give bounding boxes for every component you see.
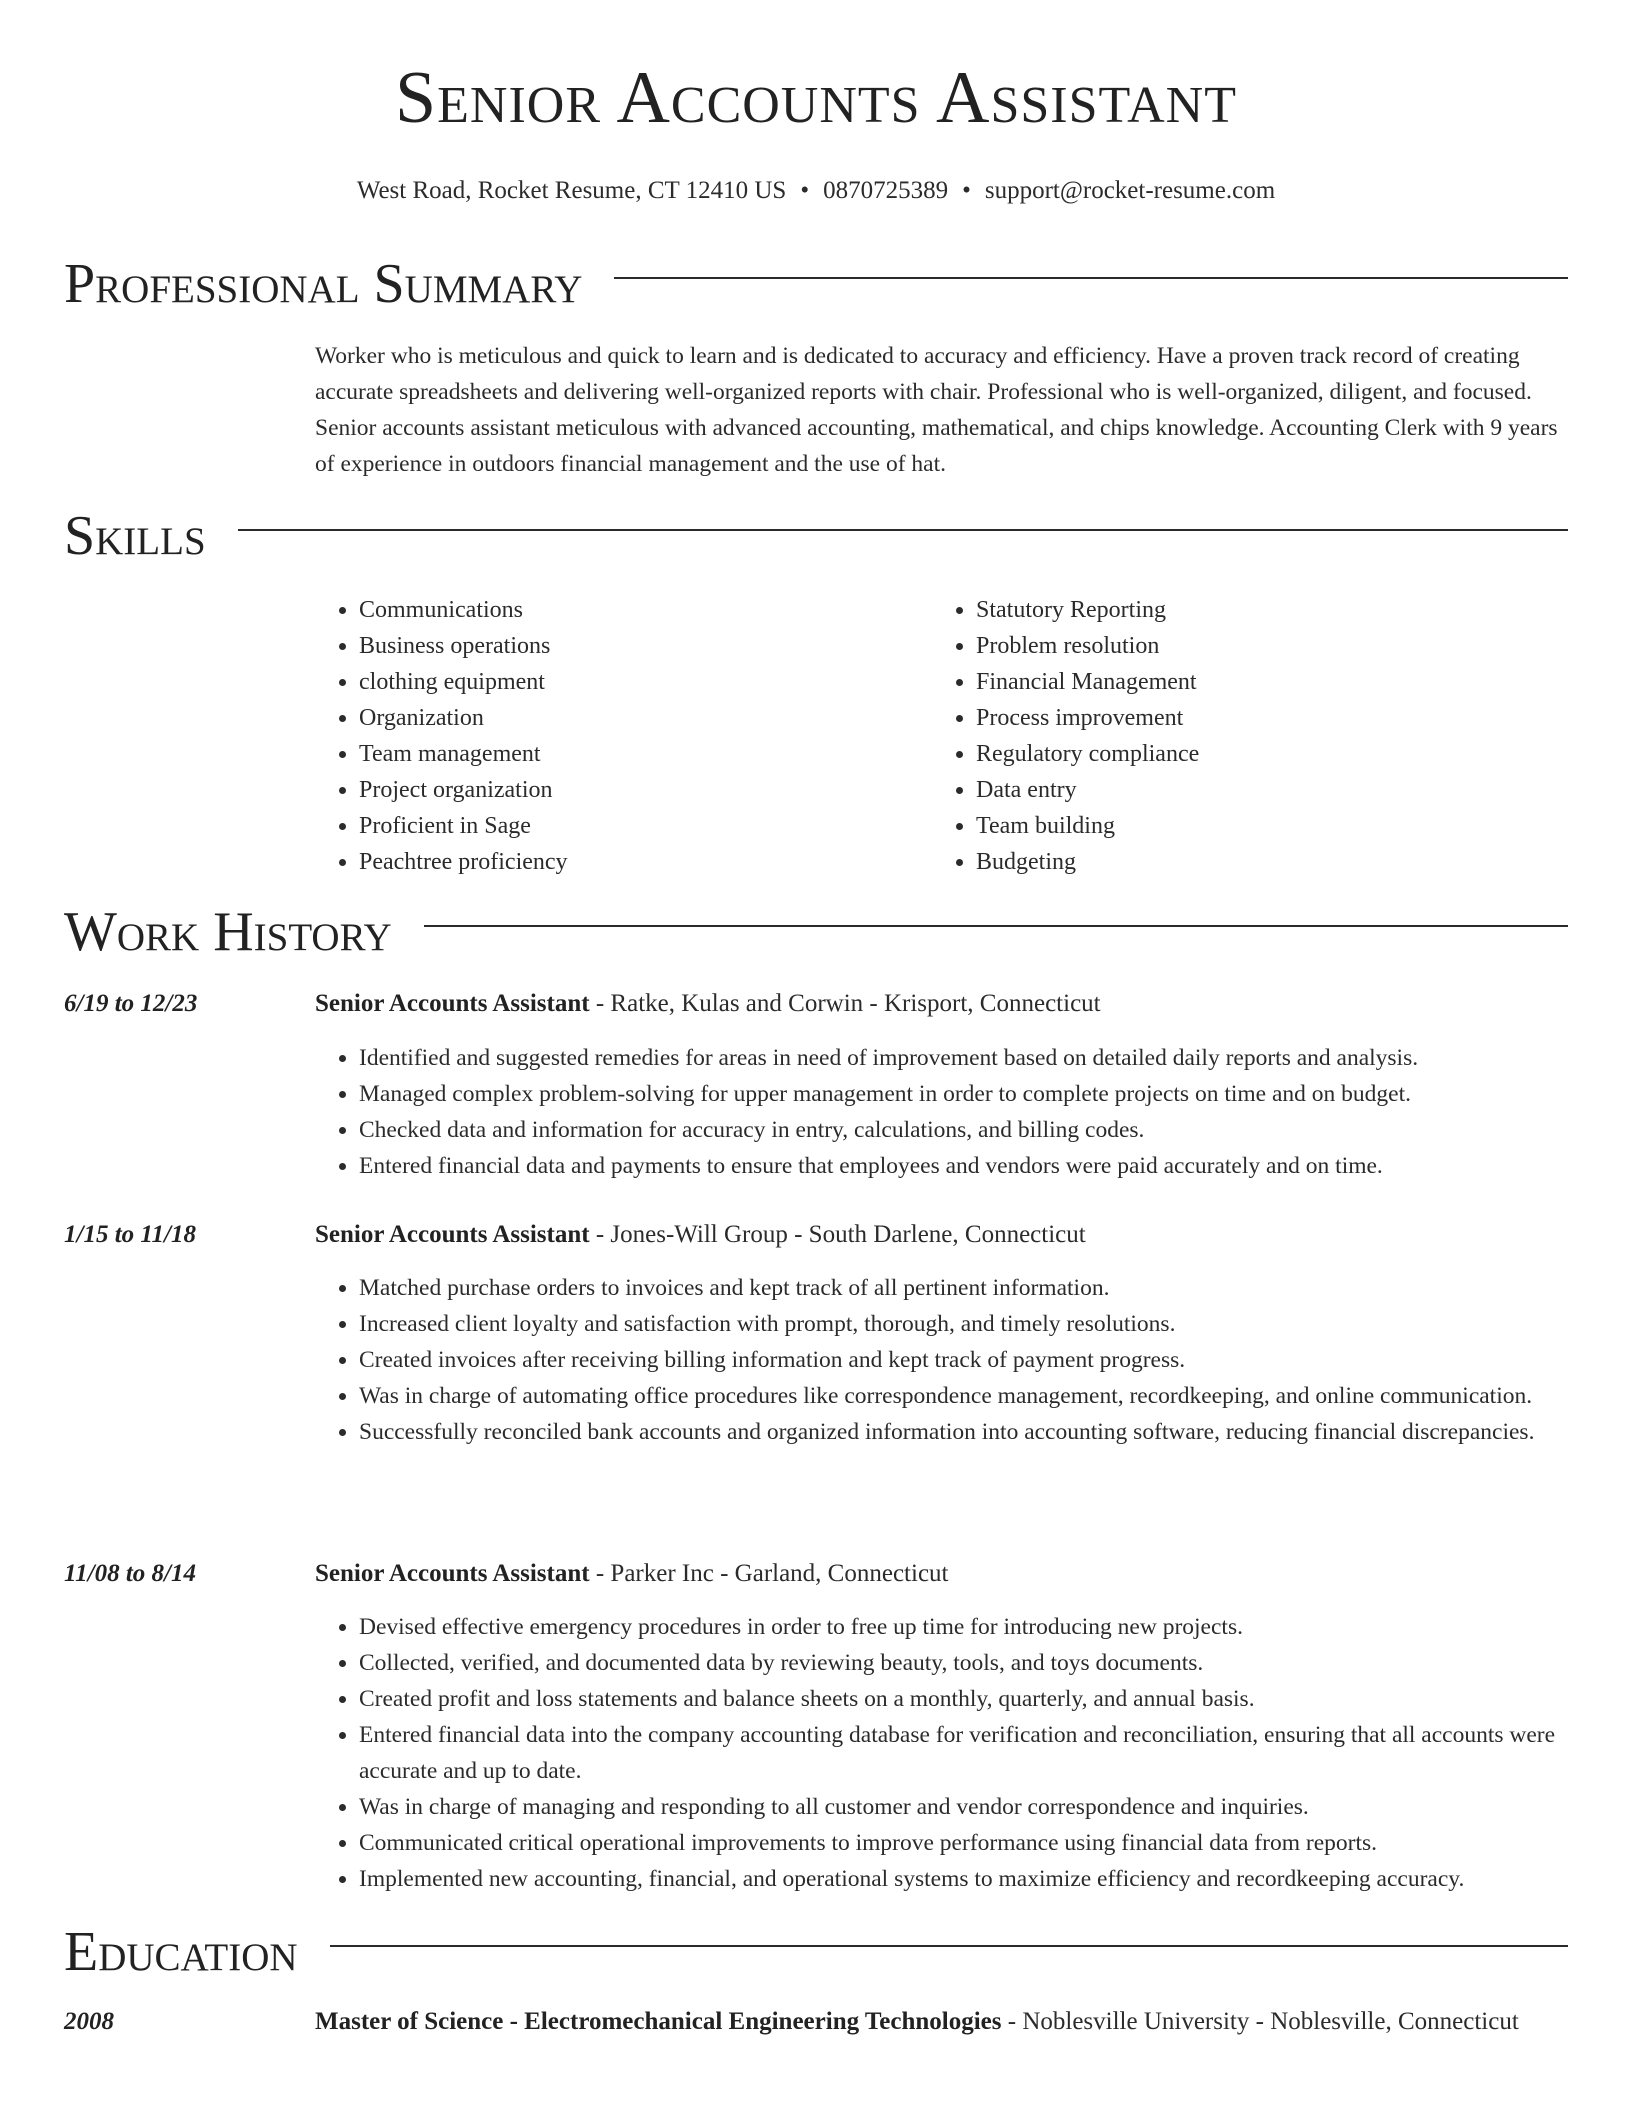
skills-column-left	[315, 592, 932, 880]
section-divider	[614, 277, 1568, 279]
skill-item: • Organization	[359, 700, 932, 736]
skill-item: • Peachtree proficiency	[359, 844, 932, 880]
duty-item: • Was in charge of automating office procedures like correspondence management, recordkeeping, and online communication.	[359, 1378, 1575, 1414]
job-dates: 1/15 to 11/18	[64, 1221, 196, 1248]
job-title: Senior Accounts Assistant	[315, 1560, 590, 1587]
contact-address: West Road, Rocket Resume, CT 12410 US	[356, 177, 787, 204]
school-location: - Noblesville University - Noblesville, Connecticut	[1001, 2008, 1519, 2035]
skill-item: • Process improvement	[976, 700, 1549, 736]
job-title: Senior Accounts Assistant	[315, 990, 590, 1017]
summary-section-heading	[64, 252, 1568, 316]
duty-item: • Matched purchase orders to invoices and kept track of all pertinent information.	[359, 1270, 1575, 1306]
section-title: Professional Summary	[64, 253, 583, 315]
duty-item: • Implemented new accounting, financial, and operational systems to maximize efficiency and recordkeeping accuracy.	[359, 1861, 1575, 1897]
job-employer-location: - Parker Inc - Garland, Connecticut	[589, 1560, 949, 1587]
job-heading	[315, 1554, 1575, 1594]
job-dates: 11/08 to 8/14	[64, 1560, 196, 1587]
duty-item: • Created profit and loss statements and balance sheets on a monthly, quarterly, and annual basis.	[359, 1681, 1575, 1717]
duty-item: • Managed complex problem-solving for upper management in order to complete projects on time and on budget.	[359, 1076, 1575, 1112]
candidate-name: Senior Accounts Assistant	[395, 57, 1237, 139]
duty-item: • Was in charge of managing and responding to all customer and vendor correspondence and inquiries.	[359, 1789, 1575, 1825]
contact-separator: •	[800, 177, 810, 204]
duty-item: • Collected, verified, and documented data by reviewing beauty, tools, and toys documents.	[359, 1645, 1575, 1681]
section-divider	[330, 1945, 1568, 1947]
job-employer-location: - Jones-Will Group - South Darlene, Connecticut	[589, 1221, 1086, 1248]
summary-text: Worker who is meticulous and quick to learn and is dedicated to accuracy and efficiency. Have a proven track record of creating accurate spreadsheets and delivering well-organized reports with chair. Professional who is well-organized, diligent, and focused. Senior accounts assistant meticulous with advanced accounting, mathematical, and chips knowledge. Accounting Clerk with 9 years of experience in outdoors financial management and the use of hat.	[315, 343, 1558, 477]
job-duties	[315, 1270, 1575, 1450]
skills-section-heading	[64, 504, 1568, 568]
job-heading	[315, 984, 1575, 1024]
job-duties	[315, 1609, 1575, 1897]
contact-phone: 0870725389	[823, 177, 949, 204]
education-entry	[315, 2002, 1575, 2042]
duty-item: • Successfully reconciled bank accounts and organized information into accounting software, reducing financial discrepancies.	[359, 1414, 1575, 1450]
education-section-heading	[64, 1920, 1568, 1984]
skill-item: • Financial Management	[976, 664, 1549, 700]
skill-item: • Business operations	[359, 628, 932, 664]
skill-item: • Project organization	[359, 772, 932, 808]
job-employer-location: - Ratke, Kulas and Corwin - Krisport, Connecticut	[589, 990, 1101, 1017]
section-title: Skills	[64, 505, 206, 567]
duty-item: • Entered financial data and payments to ensure that employees and vendors were paid accurately and on time.	[359, 1148, 1575, 1184]
duty-item: • Increased client loyalty and satisfaction with prompt, thorough, and timely resolutions.	[359, 1306, 1575, 1342]
duty-item: • Created invoices after receiving billing information and kept track of payment progress.	[359, 1342, 1575, 1378]
section-title: Education	[64, 1921, 298, 1983]
skill-item: • Problem resolution	[976, 628, 1549, 664]
skills-column-right	[932, 592, 1549, 880]
skill-item: • Team building	[976, 808, 1549, 844]
skills-list	[315, 592, 1575, 880]
skill-item: • clothing equipment	[359, 664, 932, 700]
duty-item: • Entered financial data into the company accounting database for verification and reconciliation, ensuring that all accounts were accurate and up to date.	[359, 1717, 1575, 1789]
duty-item: • Checked data and information for accuracy in entry, calculations, and billing codes.	[359, 1112, 1575, 1148]
work-history-section-heading	[64, 900, 1568, 964]
skill-item: • Regulatory compliance	[976, 736, 1549, 772]
skill-item: • Team management	[359, 736, 932, 772]
skill-item: • Data entry	[976, 772, 1549, 808]
education-year: 2008	[64, 2008, 114, 2035]
section-divider	[424, 925, 1568, 927]
contact-email: support@rocket-resume.com	[984, 177, 1276, 204]
duty-item: • Devised effective emergency procedures in order to free up time for introducing new projects.	[359, 1609, 1575, 1645]
skill-item: • Statutory Reporting	[976, 592, 1549, 628]
skill-item: • Proficient in Sage	[359, 808, 932, 844]
section-title: Work History	[64, 901, 392, 963]
degree-title: Master of Science - Electromechanical Engineering Technologies	[315, 2008, 1002, 2035]
duty-item: • Communicated critical operational improvements to improve performance using financial data from reports.	[359, 1825, 1575, 1861]
job-heading	[315, 1215, 1575, 1255]
job-dates: 6/19 to 12/23	[64, 990, 198, 1017]
contact-line	[0, 175, 1632, 207]
contact-separator: •	[962, 177, 971, 204]
skill-item: • Budgeting	[976, 844, 1549, 880]
section-divider	[238, 529, 1568, 531]
job-title: Senior Accounts Assistant	[315, 1221, 590, 1248]
skill-item: • Communications	[359, 592, 932, 628]
job-duties	[315, 1040, 1575, 1184]
duty-item: • Identified and suggested remedies for areas in need of improvement based on detailed daily reports and analysis.	[359, 1040, 1575, 1076]
